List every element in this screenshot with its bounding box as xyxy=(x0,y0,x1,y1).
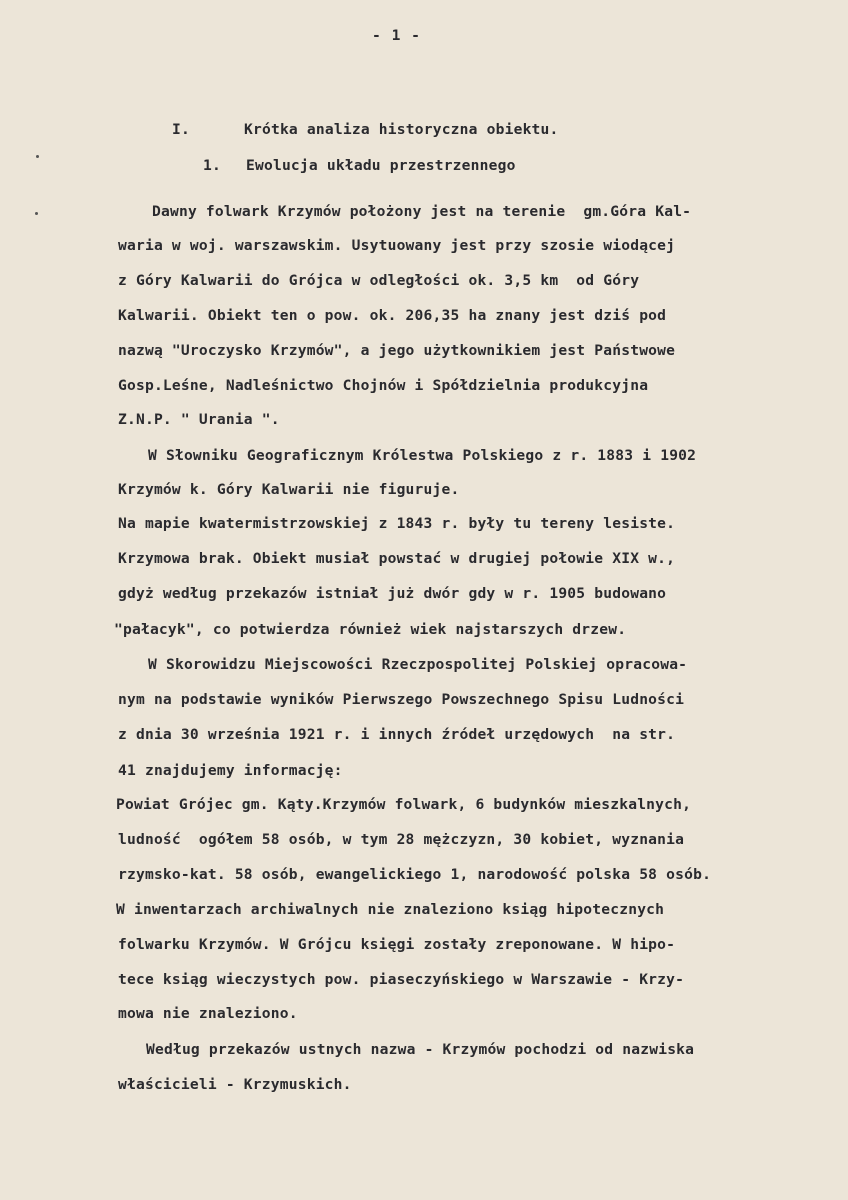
text-line-5: nazwą "Uroczysko Krzymów", a jego użytkownikiem jest Państwowe xyxy=(118,342,676,359)
text-line-6: Gosp.Leśne, Nadleśnictwo Chojnów i Spółdzielnia produkcyjna xyxy=(118,377,649,394)
text-line-15: nym na podstawie wyników Pierwszego Powszechnego Spisu Ludności xyxy=(118,691,685,708)
text-line-13: "pałacyk", co potwierdza również wiek najstarszych drzew. xyxy=(114,621,627,638)
text-line-4: Kalwarii. Obiekt ten o pow. ok. 206,35 ha znany jest dziś pod xyxy=(118,307,667,324)
subsection-title: Ewolucja układu przestrzennego xyxy=(246,157,516,174)
paper-speck xyxy=(35,212,38,215)
text-line-23: tece ksiąg wieczystych pow. piaseczyńskiego w Warszawie - Krzy- xyxy=(118,971,685,988)
text-line-7: Z.N.P. " Urania ". xyxy=(118,411,280,428)
section-number: I. xyxy=(172,121,190,138)
text-line-8: W Słowniku Geograficznym Królestwa Polskiego z r. 1883 i 1902 xyxy=(148,447,697,464)
text-line-9: Krzymów k. Góry Kalwarii nie figuruje. xyxy=(118,481,460,498)
page-number: - 1 - xyxy=(372,27,421,44)
text-line-25: Według przekazów ustnych nazwa - Krzymów pochodzi od nazwiska xyxy=(146,1041,695,1058)
text-line-1: Dawny folwark Krzymów położony jest na terenie gm.Góra Kal- xyxy=(152,203,692,220)
text-line-3: z Góry Kalwarii do Grójca w odległości ok. 3,5 km od Góry xyxy=(118,272,640,289)
text-line-16: z dnia 30 września 1921 r. i innych źródeł urzędowych na str. xyxy=(118,726,676,743)
text-line-19: ludność ogółem 58 osób, w tym 28 mężczyzn, 30 kobiet, wyznania xyxy=(118,831,685,848)
subsection-number: 1. xyxy=(203,157,221,174)
text-line-10: Na mapie kwatermistrzowskiej z 1843 r. były tu tereny lesiste. xyxy=(118,515,676,532)
text-line-11: Krzymowa brak. Obiekt musiał powstać w drugiej połowie XIX w., xyxy=(118,550,676,567)
text-line-17: 41 znajdujemy informację: xyxy=(118,762,343,779)
paper-speck xyxy=(36,155,39,158)
text-line-22: folwarku Krzymów. W Grójcu księgi zostały zreponowane. W hipo- xyxy=(118,936,676,953)
text-line-18: Powiat Grójec gm. Kąty.Krzymów folwark, 6 budynków mieszkalnych, xyxy=(116,796,692,813)
text-line-2: waria w woj. warszawskim. Usytuowany jest przy szosie wiodącej xyxy=(118,237,676,254)
text-line-21: W inwentarzach archiwalnych nie znaleziono ksiąg hipotecznych xyxy=(116,901,665,918)
text-line-14: W Skorowidzu Miejscowości Rzeczpospolitej Polskiej opracowa- xyxy=(148,656,688,673)
text-line-20: rzymsko-kat. 58 osób, ewangelickiego 1, narodowość polska 58 osób. xyxy=(118,866,712,883)
text-line-26: właścicieli - Krzymuskich. xyxy=(118,1076,352,1093)
text-line-12: gdyż według przekazów istniał już dwór gdy w r. 1905 budowano xyxy=(118,585,667,602)
section-title: Krótka analiza historyczna obiektu. xyxy=(244,121,559,138)
text-line-24: mowa nie znaleziono. xyxy=(118,1005,298,1022)
